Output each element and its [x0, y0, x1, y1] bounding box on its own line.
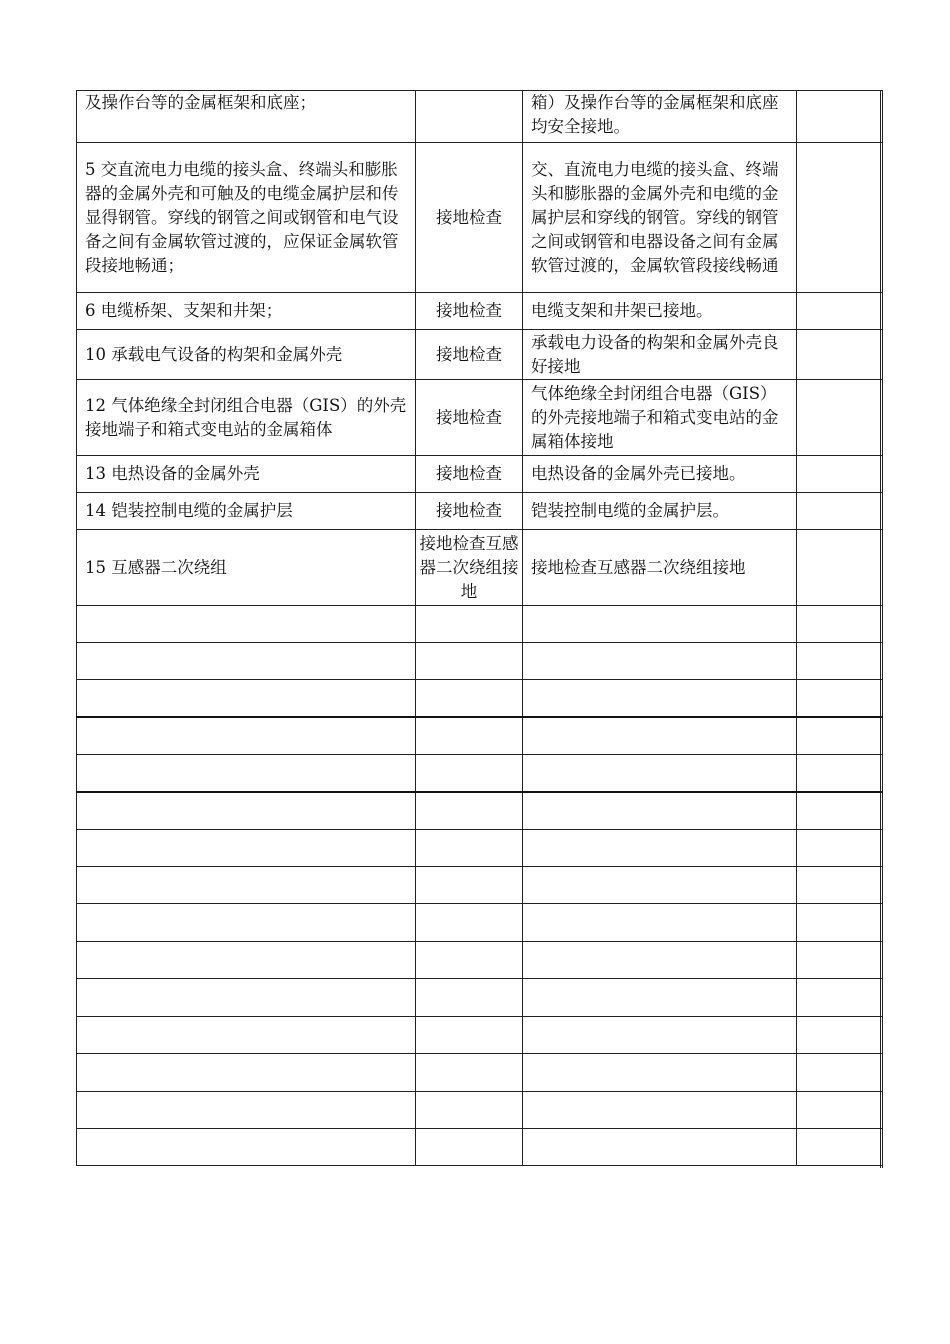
- empty-cell: [77, 755, 416, 792]
- empty-cell: [523, 1092, 797, 1129]
- remark-cell: [797, 330, 883, 380]
- item-cell: 13 电热设备的金属外壳: [77, 456, 416, 493]
- remark-cell: [797, 456, 883, 493]
- method-cell: 接地检查: [416, 293, 523, 330]
- empty-cell: [797, 1129, 883, 1166]
- empty-cell: [77, 867, 416, 904]
- empty-cell: [416, 606, 523, 643]
- empty-cell: [77, 942, 416, 979]
- empty-cell: [523, 830, 797, 867]
- empty-cell: [797, 717, 883, 755]
- empty-row: [77, 830, 883, 867]
- empty-cell: [416, 717, 523, 755]
- method-cell: 接地检查: [416, 380, 523, 456]
- empty-cell: [797, 792, 883, 830]
- empty-cell: [797, 942, 883, 979]
- empty-cell: [77, 1017, 416, 1054]
- empty-cell: [523, 867, 797, 904]
- remark-cell: [797, 530, 883, 606]
- grounding-inspection-table: [76, 90, 883, 1166]
- empty-cell: [523, 792, 797, 830]
- item-cell: 12 气体绝缘全封闭组合电器（GIS）的外壳接地端子和箱式变电站的金属箱体: [77, 380, 416, 456]
- table-row: [77, 91, 883, 143]
- empty-cell: [416, 830, 523, 867]
- remark-cell: [797, 380, 883, 456]
- method-cell: [416, 91, 523, 143]
- item-cell: 6 电缆桥架、支架和井架；: [77, 293, 416, 330]
- empty-cell: [797, 680, 883, 717]
- empty-cell: [797, 830, 883, 867]
- item-cell: 5 交直流电力电缆的接头盒、终端头和膨胀器的金属外壳和可触及的电缆金属护层和传显得钢管。穿线的钢管之间或钢管和电气设备之间有金属软管过渡的，应保证金属软管段接地畅通；: [77, 143, 416, 293]
- empty-cell: [77, 830, 416, 867]
- empty-cell: [416, 1129, 523, 1166]
- empty-cell: [416, 755, 523, 792]
- empty-cell: [77, 643, 416, 680]
- result-cell: 箱）及操作台等的金属框架和底座均安全接地。: [523, 91, 797, 143]
- result-cell: 电缆支架和井架已接地。: [523, 293, 797, 330]
- method-cell: 接地检查: [416, 456, 523, 493]
- empty-row: [77, 643, 883, 680]
- empty-cell: [523, 904, 797, 942]
- empty-row: [77, 1092, 883, 1129]
- result-cell: 气体绝缘全封闭组合电器（GIS）的外壳接地端子和箱式变电站的金属箱体接地: [523, 380, 797, 456]
- table-row: [77, 493, 883, 530]
- empty-cell: [523, 942, 797, 979]
- result-cell: 接地检查互感器二次绕组接地: [523, 530, 797, 606]
- remark-cell: [797, 91, 883, 143]
- empty-cell: [523, 717, 797, 755]
- empty-cell: [797, 606, 883, 643]
- method-cell: 接地检查: [416, 143, 523, 293]
- table-right-border: [880, 90, 883, 1168]
- result-cell: 承载电力设备的构架和金属外壳良好接地: [523, 330, 797, 380]
- remark-cell: [797, 493, 883, 530]
- method-cell: 接地检查: [416, 493, 523, 530]
- empty-cell: [797, 979, 883, 1017]
- empty-cell: [523, 1017, 797, 1054]
- empty-row: [77, 1129, 883, 1166]
- result-cell: 铠装控制电缆的金属护层。: [523, 493, 797, 530]
- table-row: [77, 330, 883, 380]
- empty-cell: [416, 904, 523, 942]
- table-row: [77, 530, 883, 606]
- table-row: [77, 380, 883, 456]
- empty-cell: [797, 867, 883, 904]
- item-cell: 10 承载电气设备的构架和金属外壳: [77, 330, 416, 380]
- empty-row: [77, 867, 883, 904]
- empty-cell: [77, 680, 416, 717]
- empty-cell: [797, 1092, 883, 1129]
- result-cell: 交、直流电力电缆的接头盒、终端头和膨胀器的金属外壳和电缆的金属护层和穿线的钢管。穿线的钢管之间或钢管和电器设备之间有金属软管过渡的，金属软管段接线畅通: [523, 143, 797, 293]
- empty-row: [77, 904, 883, 942]
- table-row: [77, 143, 883, 293]
- empty-cell: [523, 979, 797, 1017]
- empty-cell: [797, 755, 883, 792]
- item-cell: 15 互感器二次绕组: [77, 530, 416, 606]
- empty-cell: [523, 606, 797, 643]
- empty-cell: [523, 1054, 797, 1092]
- empty-row: [77, 755, 883, 792]
- remark-cell: [797, 293, 883, 330]
- empty-cell: [523, 755, 797, 792]
- empty-row: [77, 717, 883, 755]
- empty-row: [77, 979, 883, 1017]
- empty-cell: [797, 1054, 883, 1092]
- empty-cell: [77, 979, 416, 1017]
- empty-cell: [77, 717, 416, 755]
- empty-row: [77, 1017, 883, 1054]
- method-cell: 接地检查互感器二次绕组接地: [416, 530, 523, 606]
- empty-cell: [416, 979, 523, 1017]
- empty-row: [77, 680, 883, 717]
- table-row: [77, 293, 883, 330]
- empty-cell: [416, 942, 523, 979]
- item-cell: 及操作台等的金属框架和底座；: [77, 91, 416, 143]
- empty-row: [77, 792, 883, 830]
- empty-cell: [523, 680, 797, 717]
- empty-cell: [416, 792, 523, 830]
- empty-cell: [797, 643, 883, 680]
- empty-row: [77, 606, 883, 643]
- empty-cell: [77, 792, 416, 830]
- table-row: [77, 456, 883, 493]
- empty-cell: [523, 1129, 797, 1166]
- empty-cell: [416, 1017, 523, 1054]
- empty-cell: [77, 1092, 416, 1129]
- remark-cell: [797, 143, 883, 293]
- result-cell: 电热设备的金属外壳已接地。: [523, 456, 797, 493]
- empty-cell: [523, 643, 797, 680]
- empty-cell: [416, 1092, 523, 1129]
- empty-cell: [416, 1054, 523, 1092]
- empty-row: [77, 942, 883, 979]
- empty-cell: [416, 867, 523, 904]
- empty-cell: [77, 1129, 416, 1166]
- empty-row: [77, 1054, 883, 1092]
- empty-cell: [77, 904, 416, 942]
- empty-cell: [77, 1054, 416, 1092]
- empty-cell: [797, 904, 883, 942]
- method-cell: 接地检查: [416, 330, 523, 380]
- empty-cell: [416, 680, 523, 717]
- empty-cell: [416, 643, 523, 680]
- empty-cell: [77, 606, 416, 643]
- empty-cell: [797, 1017, 883, 1054]
- item-cell: 14 铠装控制电缆的金属护层: [77, 493, 416, 530]
